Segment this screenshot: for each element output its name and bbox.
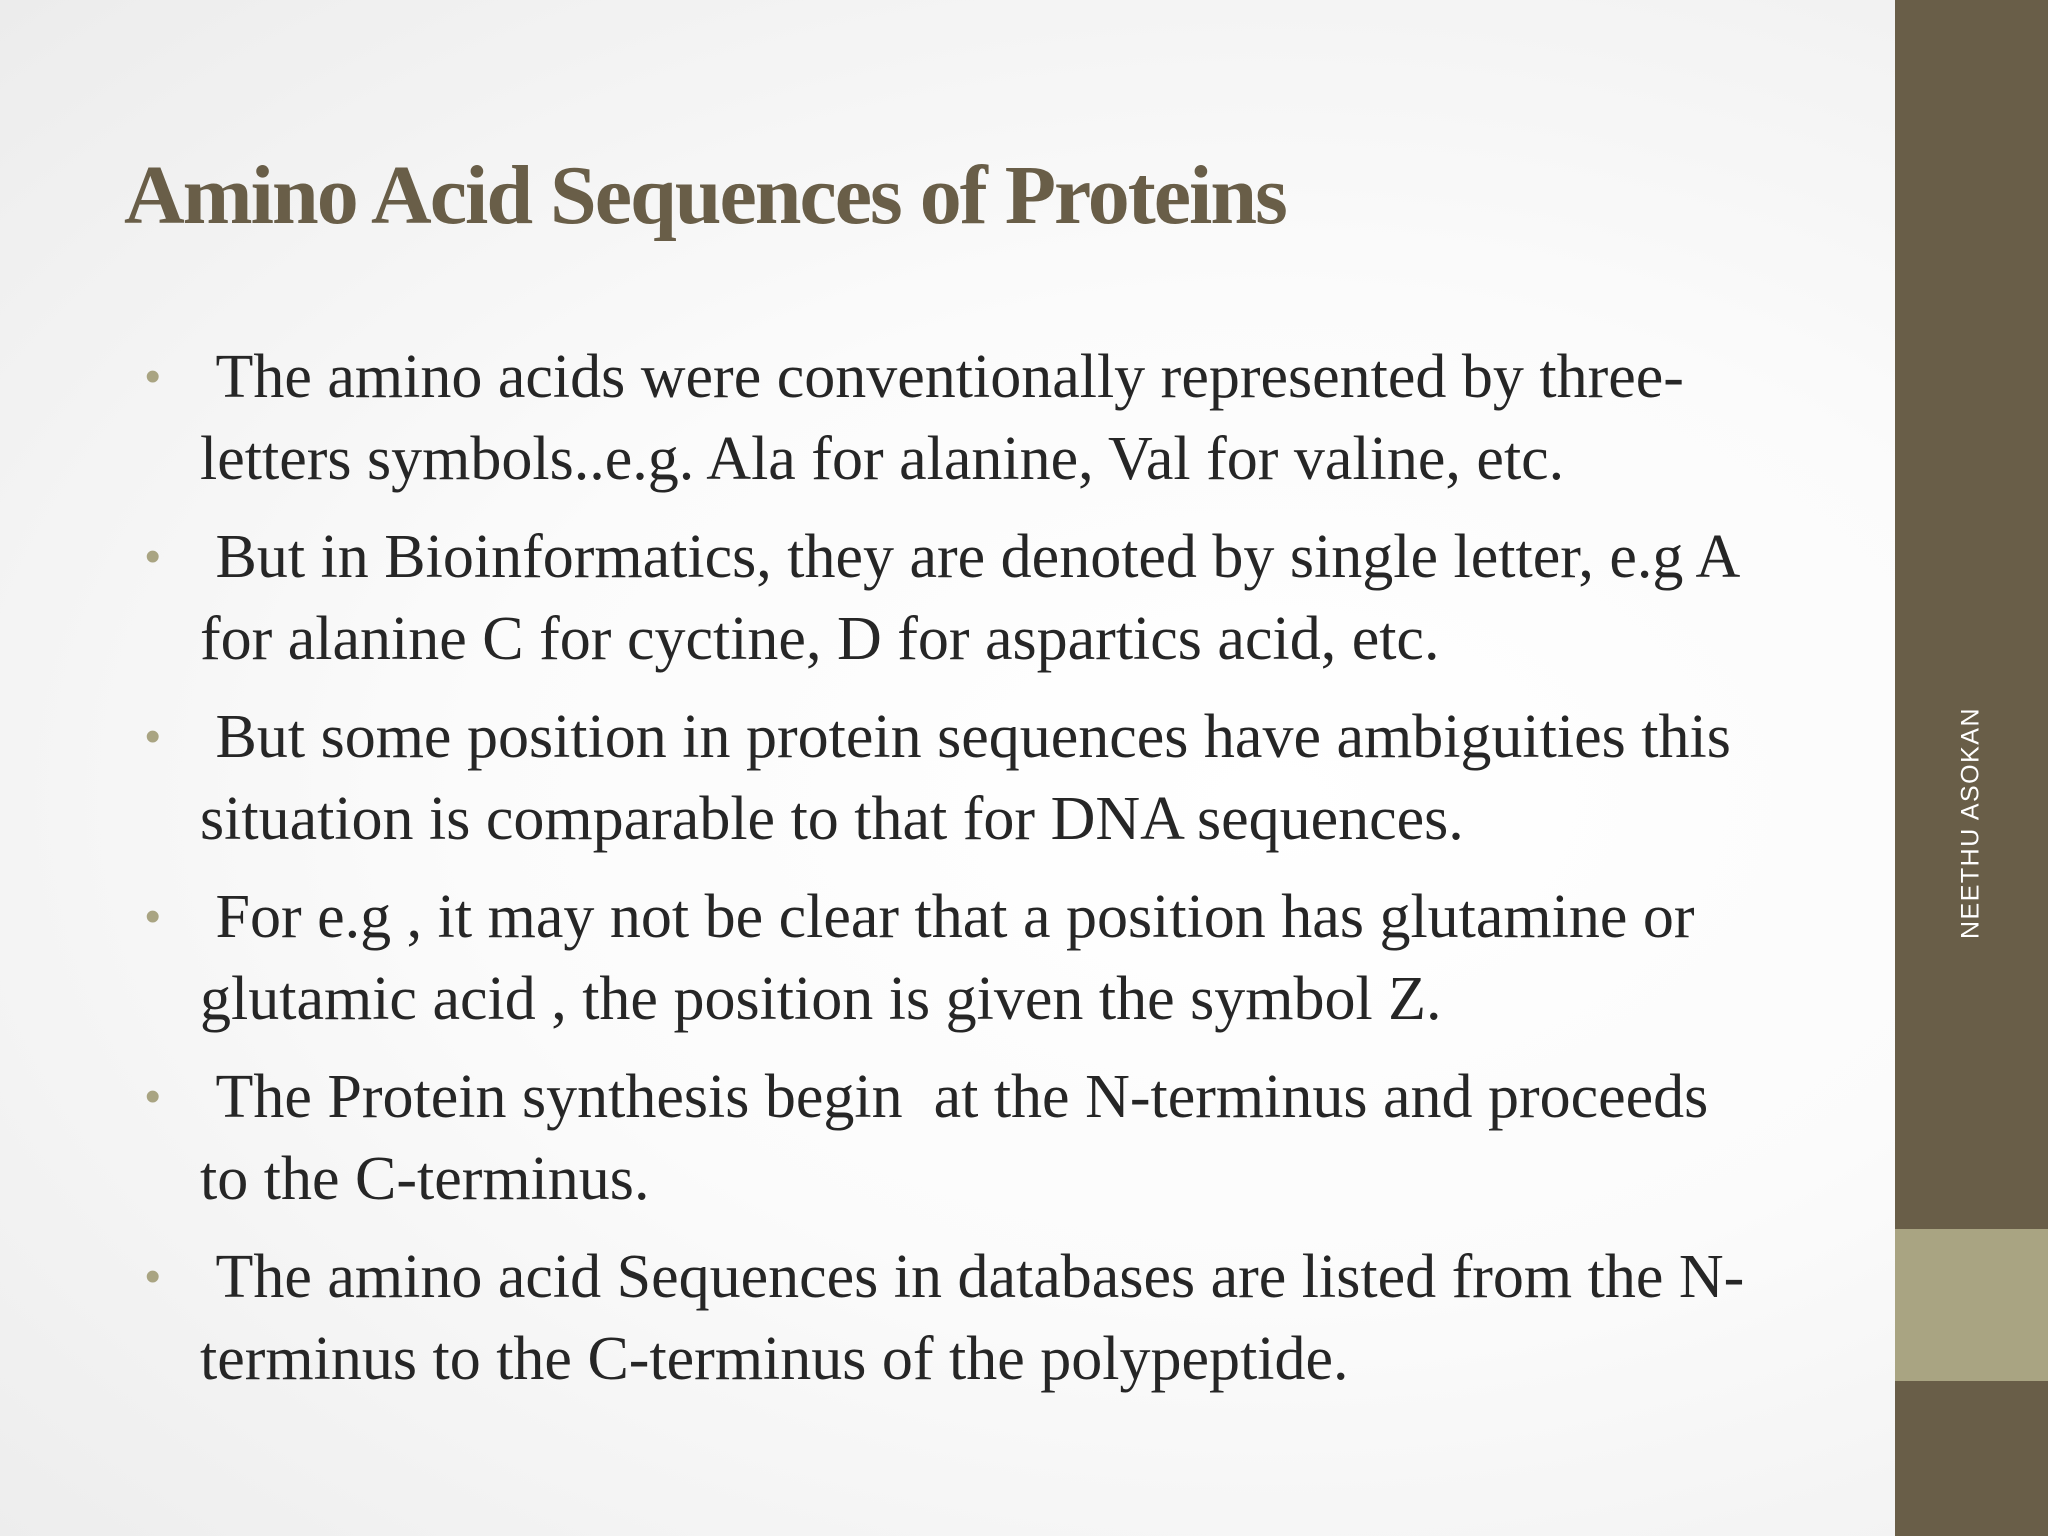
bullet-item <box>145 1056 1900 1220</box>
bullet-item <box>145 876 1900 1040</box>
bullet-text-line: for alanine C for cyctine, D for aspartics acid, etc. <box>200 605 1440 673</box>
bullet-point-icon: • <box>145 352 161 401</box>
bullet-text-line: The Protein synthesis begin at the N-terminus and proceeds <box>200 1063 1709 1131</box>
bullet-item <box>145 1236 1900 1400</box>
bullet-text-line: The amino acids were conventionally represented by three- <box>200 343 1684 411</box>
bullet-text-line: The amino acid Sequences in databases are listed from the N- <box>200 1243 1745 1311</box>
bullet-point-icon: • <box>145 892 161 941</box>
bullet-text-line: But in Bioinformatics, they are denoted by single letter, e.g A <box>200 523 1741 591</box>
bullet-text-line: situation is comparable to that for DNA sequences. <box>200 785 1464 853</box>
sidebar-accent-block <box>1895 1229 2048 1381</box>
bullet-point-icon: • <box>145 1072 161 1121</box>
bullet-point-icon: • <box>145 532 161 581</box>
bullet-point-icon: • <box>145 712 161 761</box>
bullet-text-line: For e.g , it may not be clear that a position has glutamine or <box>200 883 1695 951</box>
bullet-text-line: glutamic acid , the position is given the symbol Z. <box>200 965 1442 1033</box>
bullet-text-line: terminus to the C-terminus of the polypeptide. <box>200 1325 1349 1393</box>
bullet-item <box>145 336 1900 500</box>
bullet-point-icon: • <box>145 1252 161 1301</box>
author-label: NEETHU ASOKAN <box>1956 706 1985 940</box>
slide-title: Amino Acid Sequences of Proteins <box>124 149 1286 242</box>
bullet-text-line: letters symbols..e.g. Ala for alanine, Val for valine, etc. <box>200 425 1565 493</box>
bullet-text-line: to the C-terminus. <box>200 1145 650 1213</box>
bullet-text-line: But some position in protein sequences have ambiguities this <box>200 703 1731 771</box>
bullet-item <box>145 696 1900 860</box>
decorative-sidebar <box>1895 0 2048 1536</box>
bullet-item <box>145 516 1900 680</box>
bullet-list <box>145 336 1900 1416</box>
